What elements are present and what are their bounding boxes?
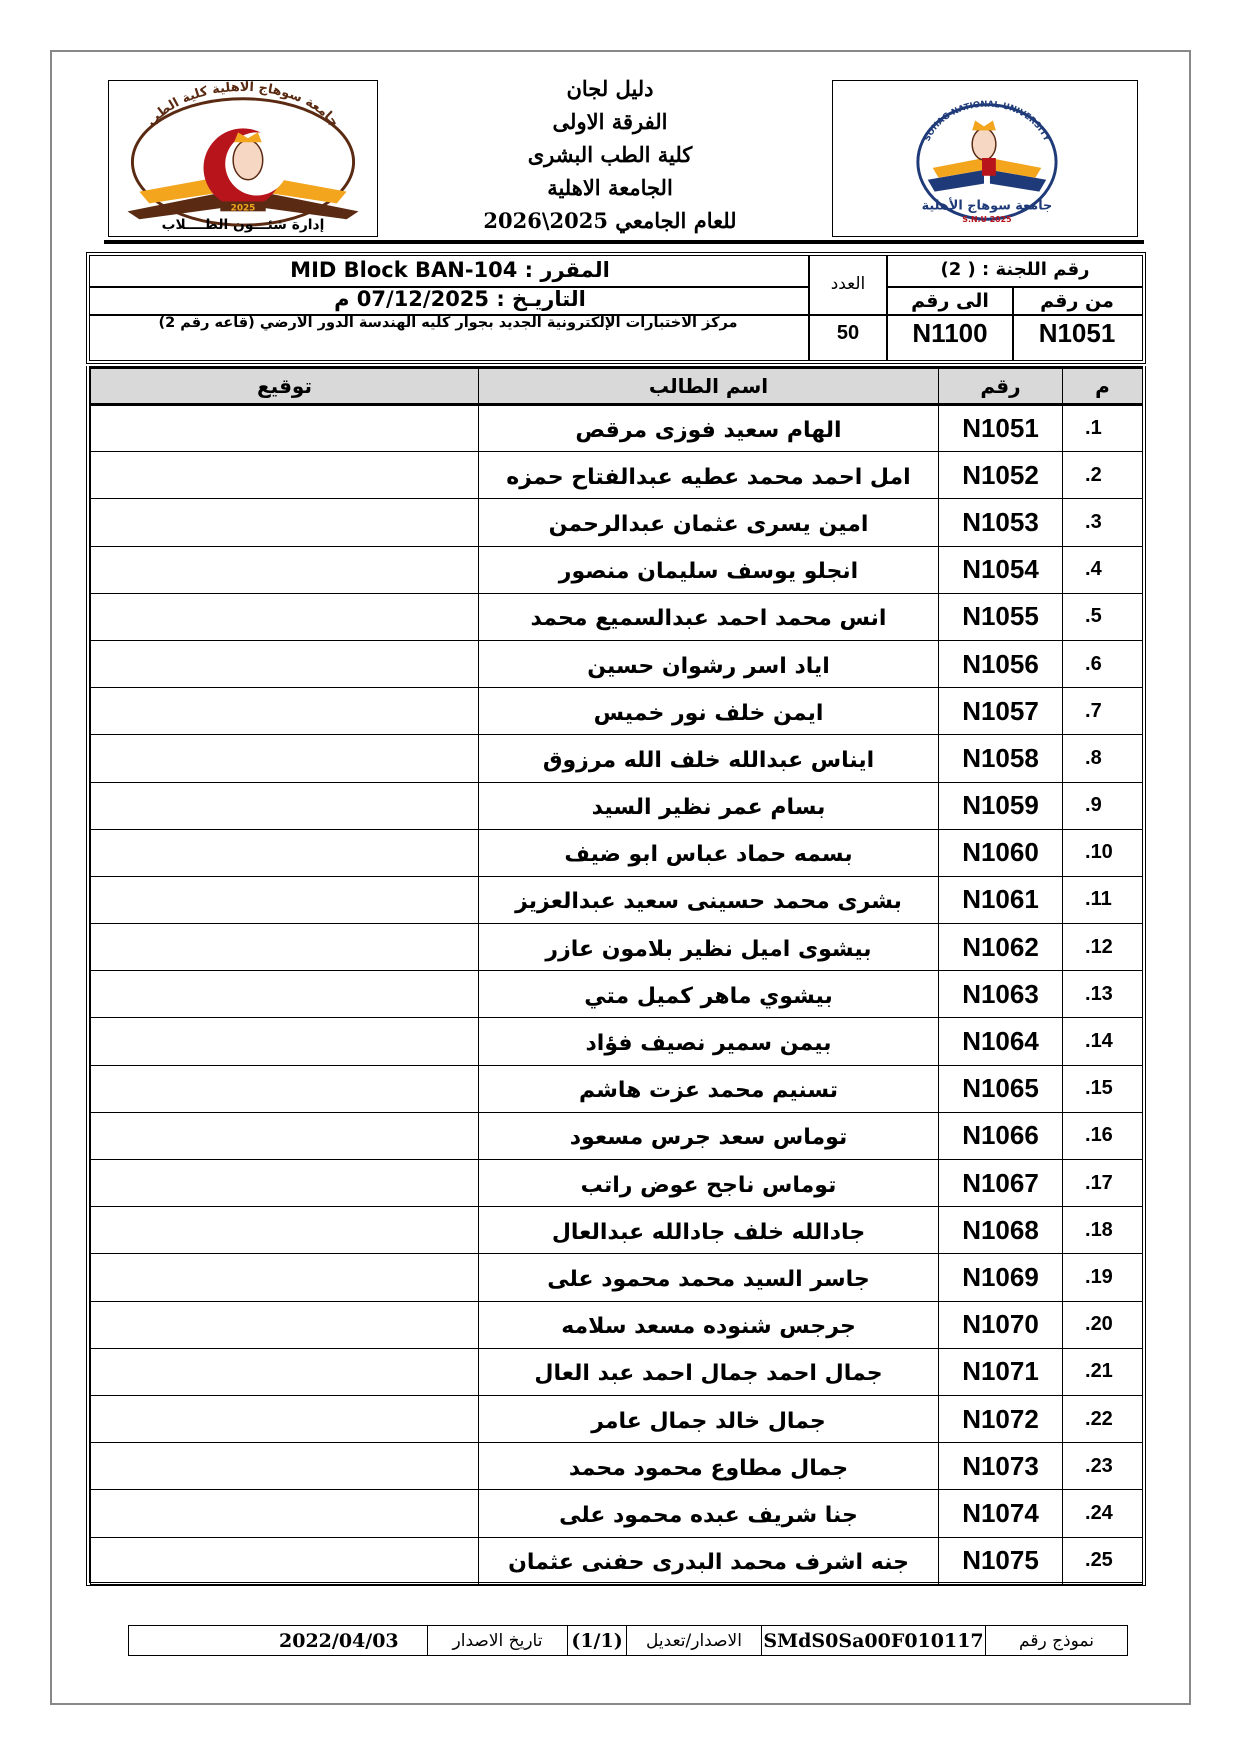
student-name: ايمن خلف نور خميس [479,688,939,735]
table-row [91,1160,1143,1207]
student-name: اياد اسر رشوان حسين [479,640,939,687]
student-number: N1051 [939,405,1063,452]
row-index: 4. [1063,546,1143,593]
student-number: N1060 [939,829,1063,876]
svg-text:S.N.U 2025: S.N.U 2025 [962,215,1012,225]
table-row [91,640,1143,687]
document-title [420,72,800,237]
table-row [91,782,1143,829]
signature-cell[interactable] [91,640,479,687]
signature-cell[interactable] [91,829,479,876]
signature-cell[interactable] [91,735,479,782]
faculty-emblem-icon [109,81,377,236]
form-number: SMdS0Sa00F010117 [761,1626,985,1655]
student-name: توماس ناجح عوض راتب [479,1160,939,1207]
student-name: جاسر السيد محمد محمود على [479,1254,939,1301]
title-line: الجامعة الاهلية [547,175,673,200]
signature-cell[interactable] [91,1207,479,1254]
student-number: N1066 [939,1112,1063,1159]
table-row [91,1348,1143,1395]
row-index: 12. [1063,924,1143,971]
table-row [91,499,1143,546]
student-name: انجلو يوسف سليمان منصور [479,546,939,593]
student-number: N1061 [939,876,1063,923]
edition-label: الاصدار/تعديل [646,1630,742,1651]
table-row [91,1301,1143,1348]
table-row [91,1443,1143,1490]
student-name: انس محمد احمد عبدالسميع محمد [479,593,939,640]
row-index: 7. [1063,688,1143,735]
signature-cell[interactable] [91,499,479,546]
table-row [91,829,1143,876]
student-name: جمال احمد جمال احمد عبد العال [479,1348,939,1395]
student-number: N1064 [939,1018,1063,1065]
signature-cell[interactable] [91,1348,479,1395]
table-row [91,1254,1143,1301]
student-number: N1070 [939,1301,1063,1348]
svg-text:2025: 2025 [230,203,256,214]
edition-number: (1/1) [567,1626,627,1655]
to-label: الى رقم [911,290,989,312]
signature-cell[interactable] [91,593,479,640]
table-row [91,1112,1143,1159]
student-name: توماس سعد جرس مسعود [479,1112,939,1159]
to-number: N1100 [912,318,988,348]
student-number: N1067 [939,1160,1063,1207]
row-index: 8. [1063,735,1143,782]
student-name: جنا شريف عبده محمود على [479,1490,939,1537]
student-number: N1071 [939,1348,1063,1395]
from-number: N1051 [1038,318,1116,348]
row-index: 21. [1063,1348,1143,1395]
student-number: N1062 [939,924,1063,971]
issue-date: 2022/04/03 [279,1629,399,1652]
row-index: 25. [1063,1537,1143,1584]
student-name: بشرى محمد حسينى سعيد عبدالعزيز [479,876,939,923]
student-name: بيمن سمير نصيف فؤاد [479,1018,939,1065]
student-name: جمال مطاوع محمود محمد [479,1443,939,1490]
table-header-row [91,368,1143,405]
student-name: بسام عمر نظير السيد [479,782,939,829]
table-row [91,1490,1143,1537]
student-name: جادالله خلف جادالله عبدالعال [479,1207,939,1254]
table-row [91,1395,1143,1442]
row-index: 16. [1063,1112,1143,1159]
student-name: الهام سعيد فوزى مرقص [479,405,939,452]
header-signature: توقيع [91,368,479,405]
signature-cell[interactable] [91,876,479,923]
title-line: للعام الجامعي 2025\2026 [483,208,737,233]
row-index: 2. [1063,452,1143,499]
student-name: جمال خالد جمال عامر [479,1395,939,1442]
header-student-name: اسم الطالب [479,368,939,405]
row-index: 20. [1063,1301,1143,1348]
table-row [91,1018,1143,1065]
table-row [91,688,1143,735]
student-number: N1075 [939,1537,1063,1584]
row-index: 9. [1063,782,1143,829]
student-number: N1063 [939,971,1063,1018]
student-name: امل احمد محمد عطيه عبدالفتاح حمزه [479,452,939,499]
signature-cell[interactable] [91,1490,479,1537]
svg-text:جامعة سوهاج الاهلية كلية الطب: جامعة سوهاج الاهلية كلية الطب [144,81,342,130]
row-index: 14. [1063,1018,1143,1065]
signature-cell[interactable] [91,546,479,593]
signature-cell[interactable] [91,971,479,1018]
row-index: 15. [1063,1065,1143,1112]
signature-cell[interactable] [91,688,479,735]
faculty-logo [108,80,378,237]
table-row [91,1207,1143,1254]
header-index: م [1063,368,1143,405]
student-number: N1058 [939,735,1063,782]
issue-date-label: تاريخ الاصدار [427,1626,567,1655]
table-row [91,924,1143,971]
svg-text:إدارة شئـــون الطــــلاب: إدارة شئـــون الطــــلاب [161,217,325,234]
table-row [91,876,1143,923]
table-row [91,1065,1143,1112]
student-number: N1068 [939,1207,1063,1254]
title-line: كلية الطب البشرى [527,142,693,167]
student-name: جرجس شنوده مسعد سلامه [479,1301,939,1348]
from-label: من رقم [1040,290,1114,312]
count-label: العدد [830,274,866,294]
student-number: N1053 [939,499,1063,546]
student-name: تسنيم محمد عزت هاشم [479,1065,939,1112]
svg-text:جامعة سوهاج الأهلية: جامعة سوهاج الأهلية [921,198,1053,214]
row-index: 5. [1063,593,1143,640]
table-row [91,593,1143,640]
student-number: N1054 [939,546,1063,593]
table-row [91,971,1143,1018]
signature-cell[interactable] [91,1395,479,1442]
students-table [86,366,1146,1586]
signature-cell[interactable] [91,405,479,452]
student-number: N1057 [939,688,1063,735]
form-number-label: نموذج رقم [985,1626,1127,1655]
row-index: 6. [1063,640,1143,687]
signature-cell[interactable] [91,1254,479,1301]
student-name: بيشوى اميل نظير بلامون عازر [479,924,939,971]
title-line: الفرقة الاولى [552,109,668,134]
student-number: N1059 [939,782,1063,829]
signature-cell[interactable] [91,782,479,829]
row-index: 1. [1063,405,1143,452]
title-line: دليل لجان [566,76,654,101]
signature-cell[interactable] [91,1301,479,1348]
student-number: N1069 [939,1254,1063,1301]
student-name: بيشوي ماهر كميل متي [479,971,939,1018]
exam-date: التاريـخ : 07/12/2025 م [334,287,586,311]
signature-cell[interactable] [91,1112,479,1159]
university-emblem-icon [833,81,1137,236]
exam-location: مركز الاختبارات الإلكترونية الجديد بجوار كليه الهندسة الدور الأرضي (قاعه رقم 2) [158,315,738,331]
committee-number: رقم اللجنة : ( 2) [940,259,1090,280]
table-row [91,1537,1143,1584]
row-index: 22. [1063,1395,1143,1442]
row-index: 24. [1063,1490,1143,1537]
student-name: ايناس عبدالله خلف الله مرزوق [479,735,939,782]
signature-cell[interactable] [91,1018,479,1065]
count-value: 50 [836,322,860,344]
table-row [91,735,1143,782]
signature-cell[interactable] [91,1443,479,1490]
student-number: N1065 [939,1065,1063,1112]
row-index: 17. [1063,1160,1143,1207]
signature-cell[interactable] [91,924,479,971]
student-number: N1055 [939,593,1063,640]
header-divider [104,240,1144,244]
header-number: رقم [939,368,1063,405]
signature-cell[interactable] [91,1537,479,1584]
row-index: 3. [1063,499,1143,546]
row-index: 10. [1063,829,1143,876]
table-row [91,452,1143,499]
student-number: N1052 [939,452,1063,499]
row-index: 13. [1063,971,1143,1018]
university-logo [832,80,1138,237]
course-label: المقرر : MID Block BAN-104 [290,258,610,282]
student-name: امين يسرى عثمان عبدالرحمن [479,499,939,546]
student-number: N1074 [939,1490,1063,1537]
row-index: 19. [1063,1254,1143,1301]
student-name: بسمه حماد عباس ابو ضيف [479,829,939,876]
row-index: 23. [1063,1443,1143,1490]
row-index: 18. [1063,1207,1143,1254]
table-row [91,546,1143,593]
student-number: N1073 [939,1443,1063,1490]
svg-text:SOHAG NATIONAL UNIVERSITY: SOHAG NATIONAL UNIVERSITY [921,98,1053,143]
form-footer [128,1625,1128,1656]
exam-info-table [86,252,1146,364]
student-name: جنه اشرف محمد البدرى حفنى عثمان [479,1537,939,1584]
student-number: N1072 [939,1395,1063,1442]
signature-cell[interactable] [91,1160,479,1207]
row-index: 11. [1063,876,1143,923]
signature-cell[interactable] [91,452,479,499]
signature-cell[interactable] [91,1065,479,1112]
table-row [91,405,1143,452]
student-number: N1056 [939,640,1063,687]
